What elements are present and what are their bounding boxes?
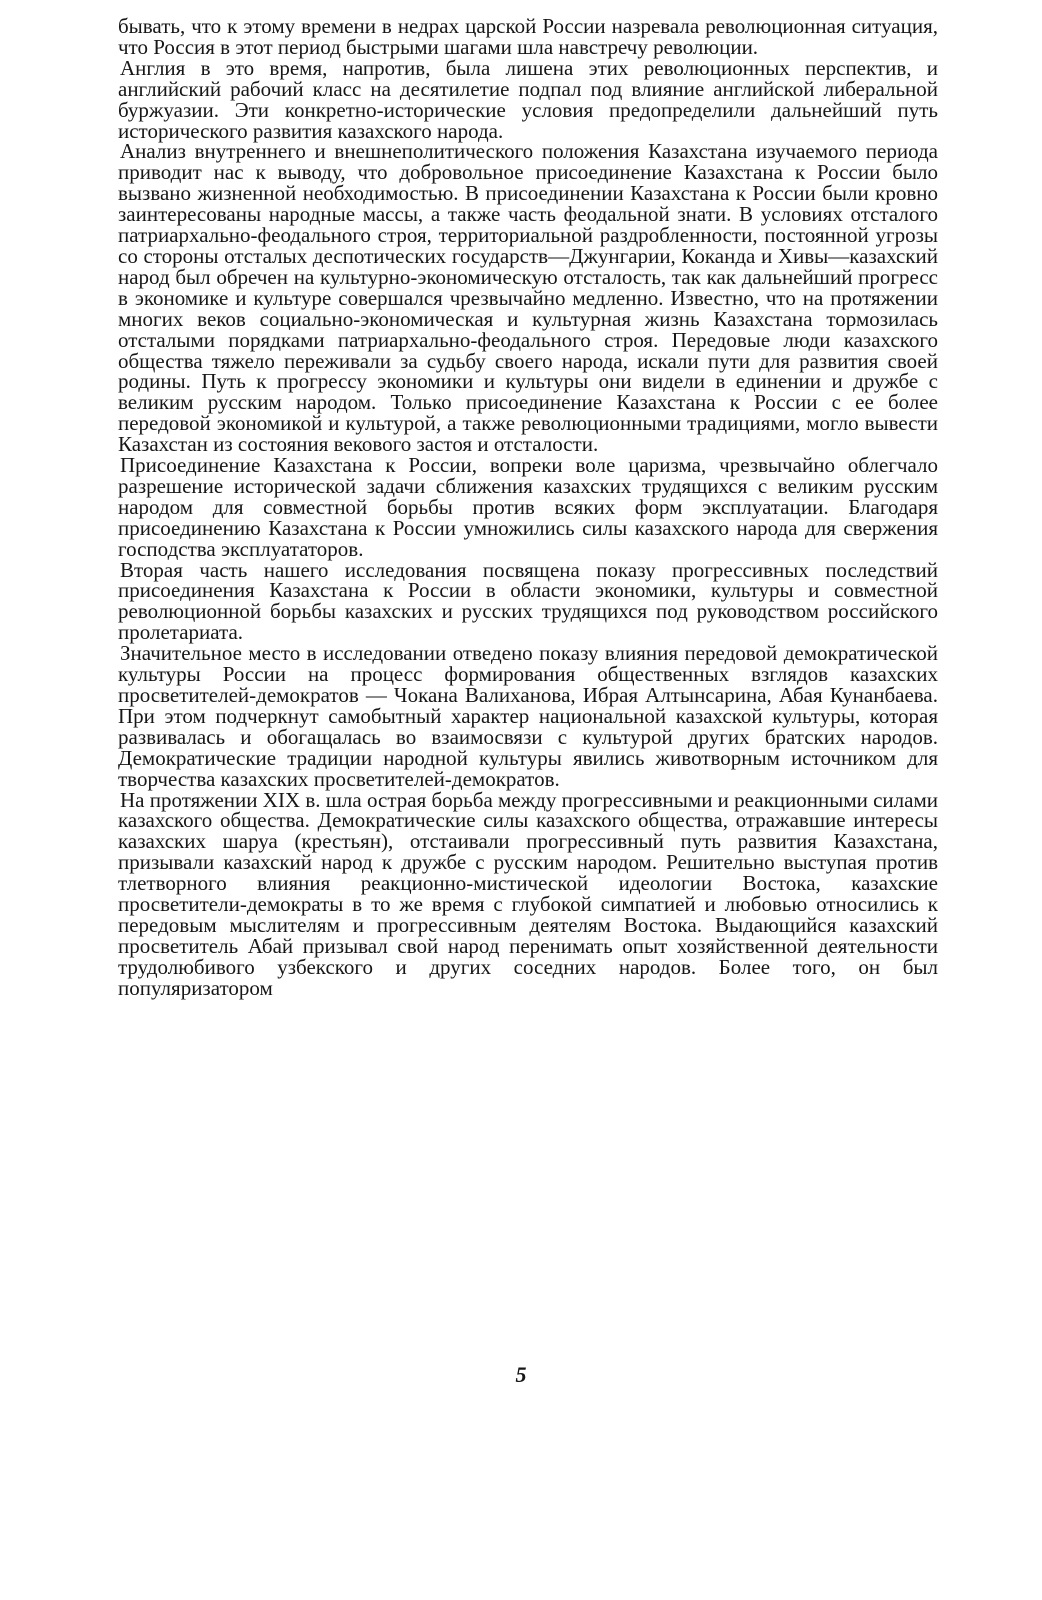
paragraph-annexation: Присоединение Казахстана к России, вопреки воле царизма, чрезвычайно облегчало разрешение исторической задачи сближения казахских трудящихся с великим русским народом для совместной борьбы против всяких форм эксплуатации. Благодаря присоединению Казахстана к России умножились силы казахского народа для свержения господства эксплуататоров. xyxy=(118,453,938,561)
paragraph-analysis: Анализ внутреннего и внешнеполитического положения Казахстана изучаемого периода приводит нас к выводу, что добровольное присоединение Казахстана к России было вызвано жизненной необходимостью. В присоединении Казахстана к России были кровно заинтересованы народные массы, а также часть феодальной знати. В условиях отсталого патриархально-феодального строя, территориальной раздробленности, постоянной угрозы со стороны отсталых деспотических государств—Джунгарии, Коканда и Хивы—казахский народ был обречен на культурно-экономическую отсталость, так как дальнейший прогресс в экономике и культуре совершался чрезвычайно медленно. Известно, что на протяжении многих веков социально-экономическая и культурная жизнь Казахстана тормозилась отсталыми порядками патриархально-феодального строя. Передовые люди казахского общества тяжело переживали за судьбу своего народа, искали пути для развития своей родины. Путь к прогрессу экономики и культуры они видели в единении и дружбе с великим русским народом. Только присоединение Казахстана к России с ее более передовой экономикой и культурой, а также революционными традициями, могло вывести Казахстан из состояния векового застоя и отсталости. xyxy=(118,139,938,457)
paragraph-continuation: бывать, что к этому времени в недрах царской России назревала революционная ситуация, что Россия в этот период быстрыми шагами шла навстречу революции. xyxy=(118,16,938,59)
page-number: 5 xyxy=(515,1362,527,1387)
paragraph-nineteenth-century: На протяжении XIX в. шла острая борьба между прогрессивными и реакционными силами казахского общества. Демократические силы казахского общества, отражавшие интересы казахских шаруа (крестьян), отстаивали прогрессивный путь развития Казахстана, призывали казахский народ к дружбе с русским народом. Решительно выступая против тлетворного влияния реакционно-мистической идеологии Востока, казахские просветители-демократы в то же время с глубокой симпатией и любовью относились к передовым мыслителям и прогрессивным деятелям Востока. Выдающийся казахский просветитель Абай призывал свой народ перенимать опыт хозяйственной деятельности трудолюбивого узбекского и других соседних народов. Более того, он был популяризатором xyxy=(118,787,938,1000)
paragraph-culture: Значительное место в исследовании отведено показу влияния передовой демократической культуры России на процесс формирования общественных взглядов казахских просветителей-демократов — Чокана Валиханова, Ибрая Алтынсарина, Абая Кунанбаева. При этом подчеркнут самобытный характер национальной казахской культуры, которая развивалась и обогащалась во взаимосвязи с культурой других братских народов. Демократические традиции народной культуры явились животворным источником для творчества казахских просветителей-демократов. xyxy=(118,641,938,791)
page-text-column xyxy=(118,16,938,1356)
paragraph-second-part: Вторая часть нашего исследования посвящена показу прогрессивных последствий присоединения Казахстана к России в области экономики, культуры и совместной революционной борьбы казахских и русских трудящихся под руководством российского пролетариата. xyxy=(118,557,938,645)
paragraph-england: Англия в это время, напротив, была лишена этих революционных перспектив, и английский рабочий класс на десятилетие подпал под влияние английской либеральной буржуазии. Эти конкретно-исторические условия предопределили дальнейший путь исторического развития казахского народа. xyxy=(118,55,938,143)
